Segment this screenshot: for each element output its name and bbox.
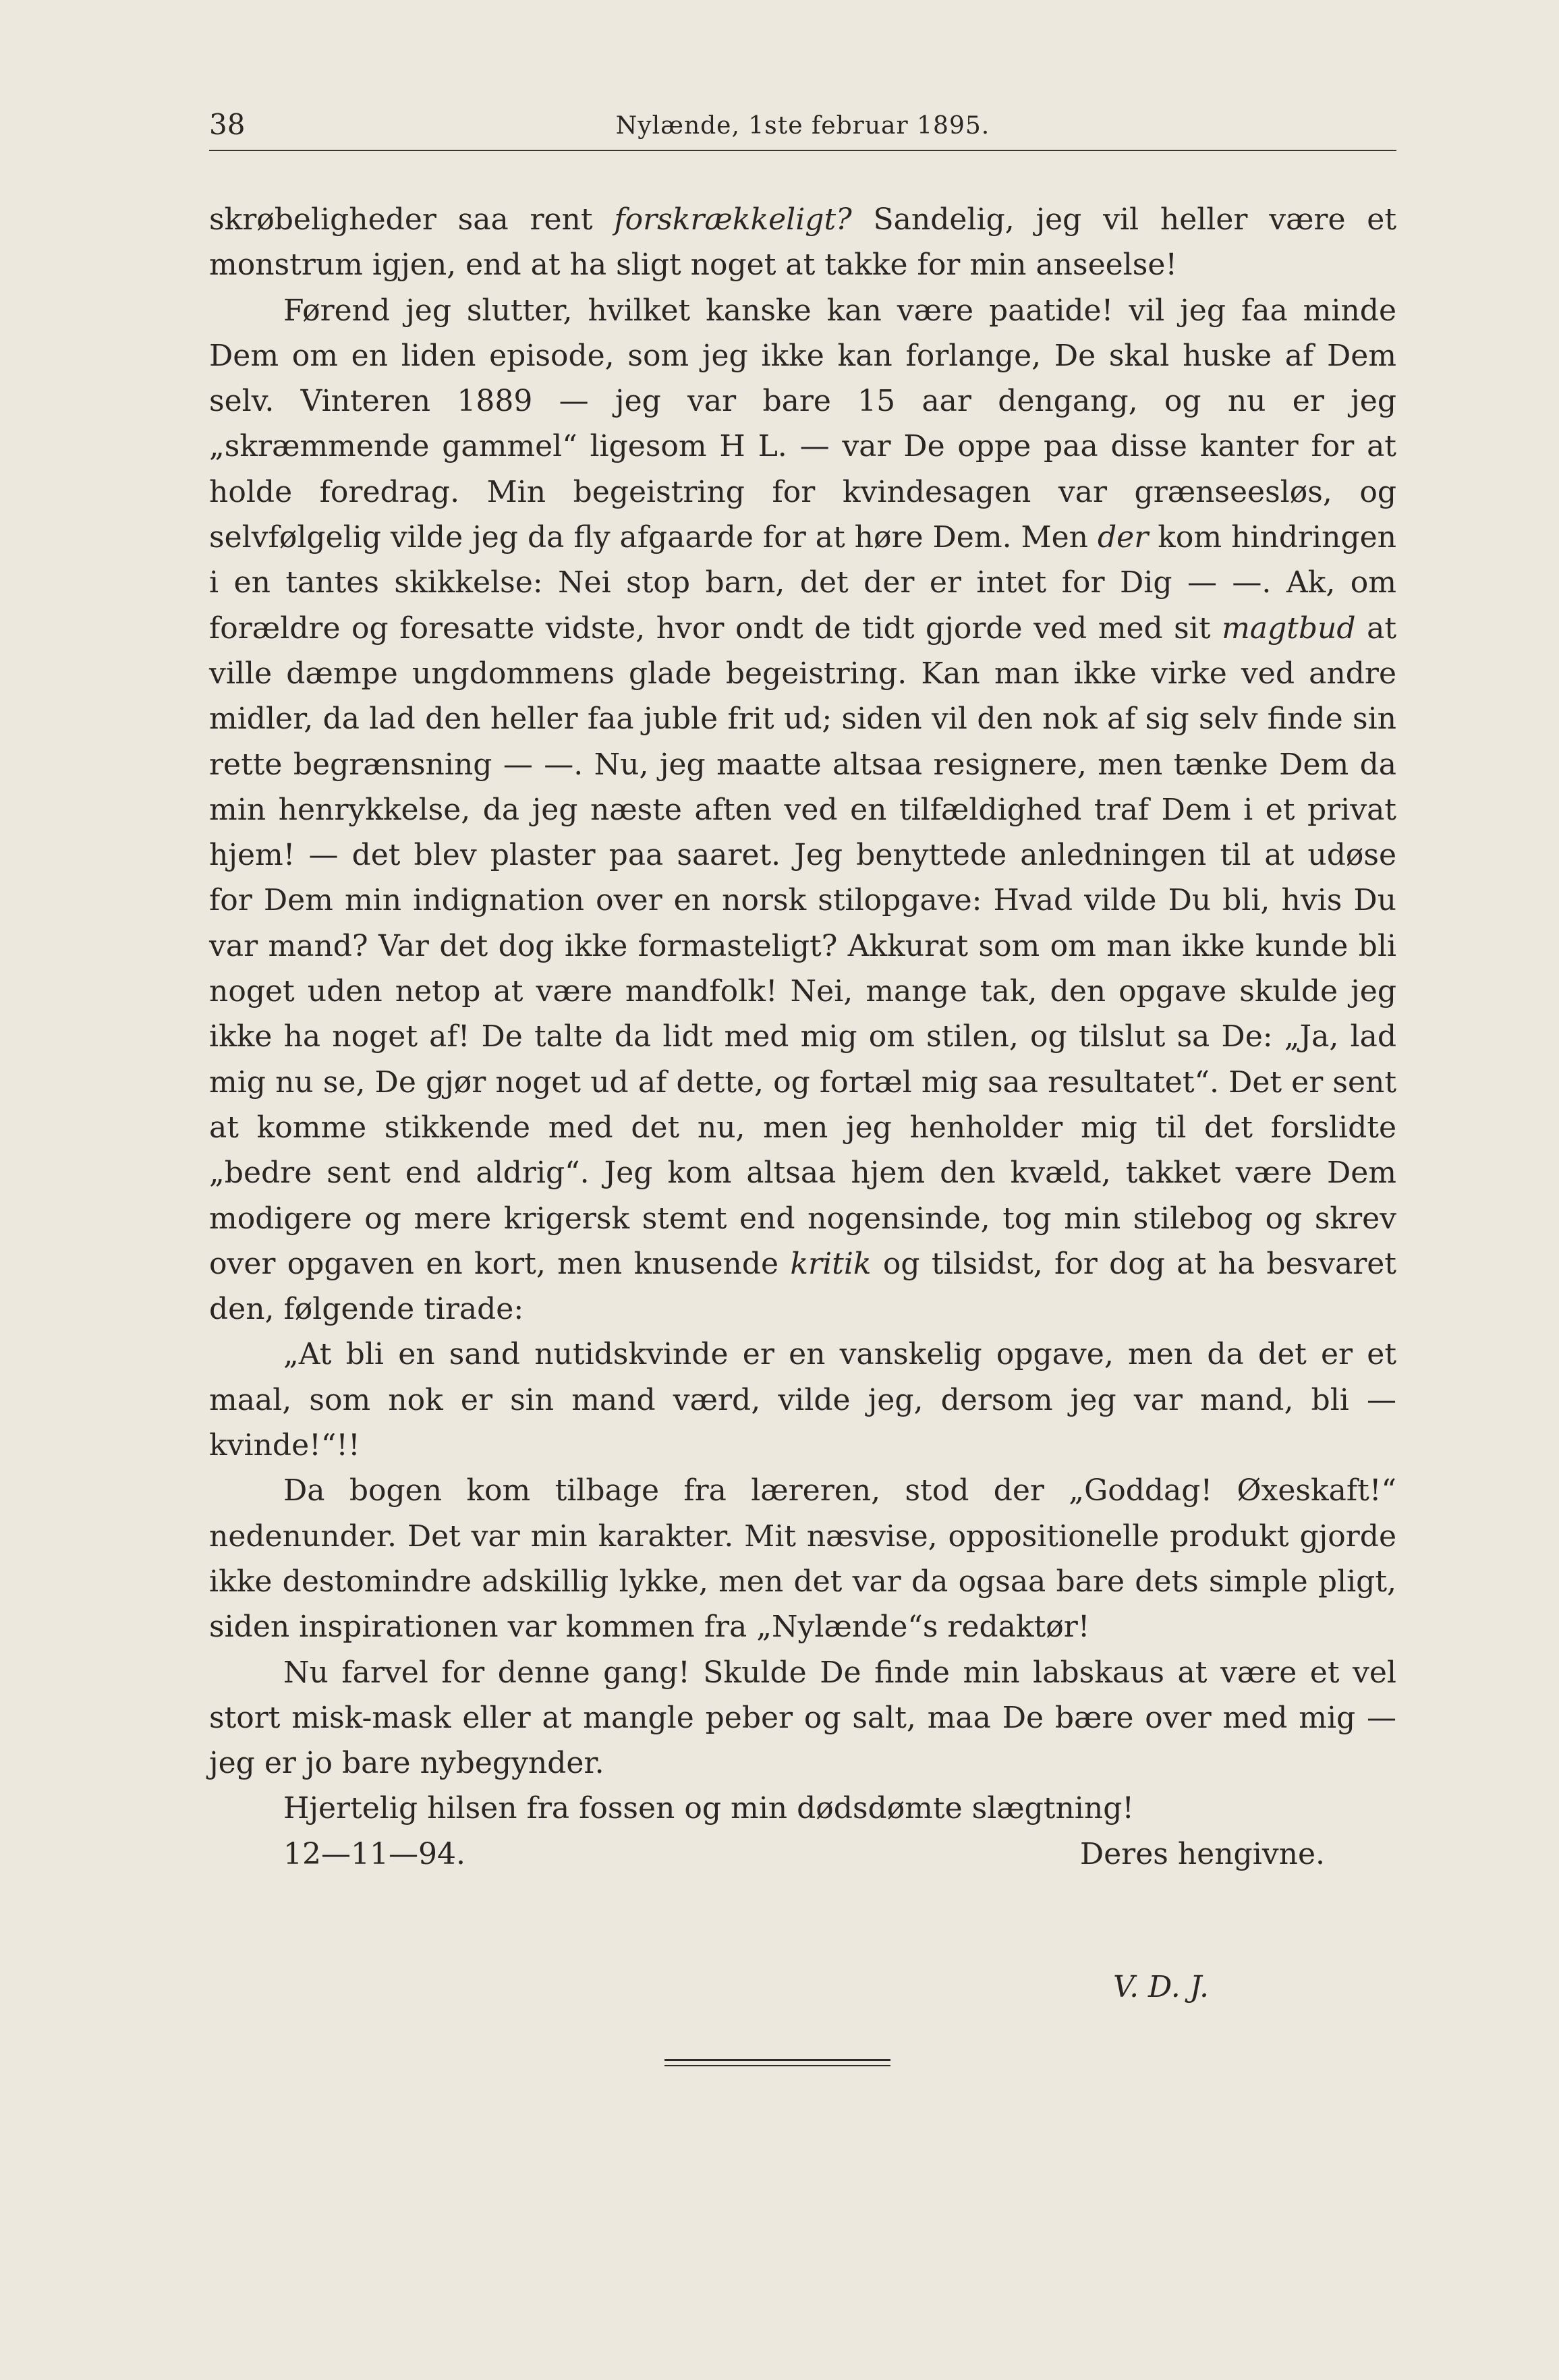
text-run: Da bogen kom tilbage fra læreren, stod der „Goddag! Øxeskaft!“ nedenunder. Det var min karakter. Mit næsvise, oppositionelle produkt gjorde ikke destomindre adskillig lykke, men det var da ogsaa bare dets simple pligt, siden inspirationen var kommen fra „Nylænde“s redaktør! [209,1473,1396,1645]
emphasized-text: kritik [790,1246,872,1281]
text-run: Førend jeg slutter, hvilket kanske kan være paatide! vil jeg faa minde Dem om en liden episode, som jeg ikke kan forlange, De skal huske af Dem selv. Vinteren 1889 — jeg var bare 15 aar dengang, og nu er jeg „skræmmende gammel“ ligesom H L. — var De oppe paa disse kanter for at holde foredrag. Min begeistring for kvindesagen var grænseesløs, og selvfølgelig vilde jeg da fly afgaarde for at høre Dem. Men [209,293,1396,555]
valediction: Deres hengivne. [1079,1836,1325,1871]
text-run: og tilsidst, for dog at ha besvaret den, følgende tirade: [209,1246,1396,1327]
paragraph [209,288,1396,1332]
paragraphs [209,197,1396,1832]
emphasized-text: magtbud [1222,611,1356,646]
end-rule-top [664,2059,890,2061]
paragraph [209,197,1396,288]
end-rule-bottom [664,2065,890,2066]
paragraph [209,1332,1396,1468]
paragraph [209,1468,1396,1649]
running-title: Nylænde, 1ste februar 1895. [615,112,990,140]
text-run: Sandelig, jeg vil heller være et monstrum igjen, end at ha sligt noget at takke for min anseelse! [209,202,1396,283]
text-run: at ville dæmpe ungdommens glade begeistring. Kan man ikke virke ved andre midler, da lad den heller faa juble frit ud; siden vil den nok af sig selv finde sin rette begrænsning — —. Nu, jeg maatte altsaa resignere, men tænke Dem da min henrykkelse, da jeg næste aften ved en tilfældighed traf Dem i et privat hjem! — det blev plaster paa saaret. Jeg benyttede anledningen til at udøse for Dem min indignation over en norsk stilopgave: Hvad vilde Du bli, hvis Du var mand? Var det dog ikke formasteligt? Akkurat som om man ikke kunde bli noget uden netop at være mandfolk! Nei, mange tak, den opgave skulde jeg ikke ha noget af! De talte da lidt med mig om stilen, og tilslut sa De: „Ja, lad mig nu se, De gjør noget ud af dette, og fortæl mig saa resultatet“. Det er sent at komme stikkende med det nu, men jeg henholder mig til det forslidte „bedre sent end aldrig“. Jeg kom altsaa hjem den kvæld, takket være Dem modigere og mere krigersk stemt end nogensinde, tog min stilebog og skrev over opgaven en kort, men knusende [209,611,1396,1281]
emphasized-text: forskrækkeligt? [614,202,852,237]
article-body [209,197,1396,1877]
signature: V. D. J. [1113,1970,1209,2004]
text-run: „At bli en sand nutidskvinde er en vanskelig opgave, men da det er et maal, som nok er sin mand værd, vilde jeg, dersom jeg var mand, bli — kvinde!“!! [209,1337,1396,1463]
text-run: kom hindringen i en tantes skikkelse: Nei stop barn, det der er intet for Dig — —. Ak, om forældre og foresatte vidste, hvor ondt de tidt gjorde ved med sit [209,520,1396,646]
paragraph [209,1786,1396,1831]
text-run: skrøbeligheder saa rent [209,202,615,237]
text-run: Nu farvel for denne gang! Skulde De finde min labskaus at være et vel stort misk-mask eller at mangle peber og salt, maa De bære over med mig — jeg er jo bare nybegynder. [209,1655,1396,1781]
page-number: 38 [209,108,246,141]
closing-line [209,1832,1396,1877]
text-run: Hjertelig hilsen fra fossen og min dødsdømte slægtning! [283,1791,1135,1826]
paragraph [209,1650,1396,1786]
emphasized-text: der [1097,520,1149,555]
page-header [209,108,1396,151]
letter-date: 12—11—94. [283,1836,465,1871]
